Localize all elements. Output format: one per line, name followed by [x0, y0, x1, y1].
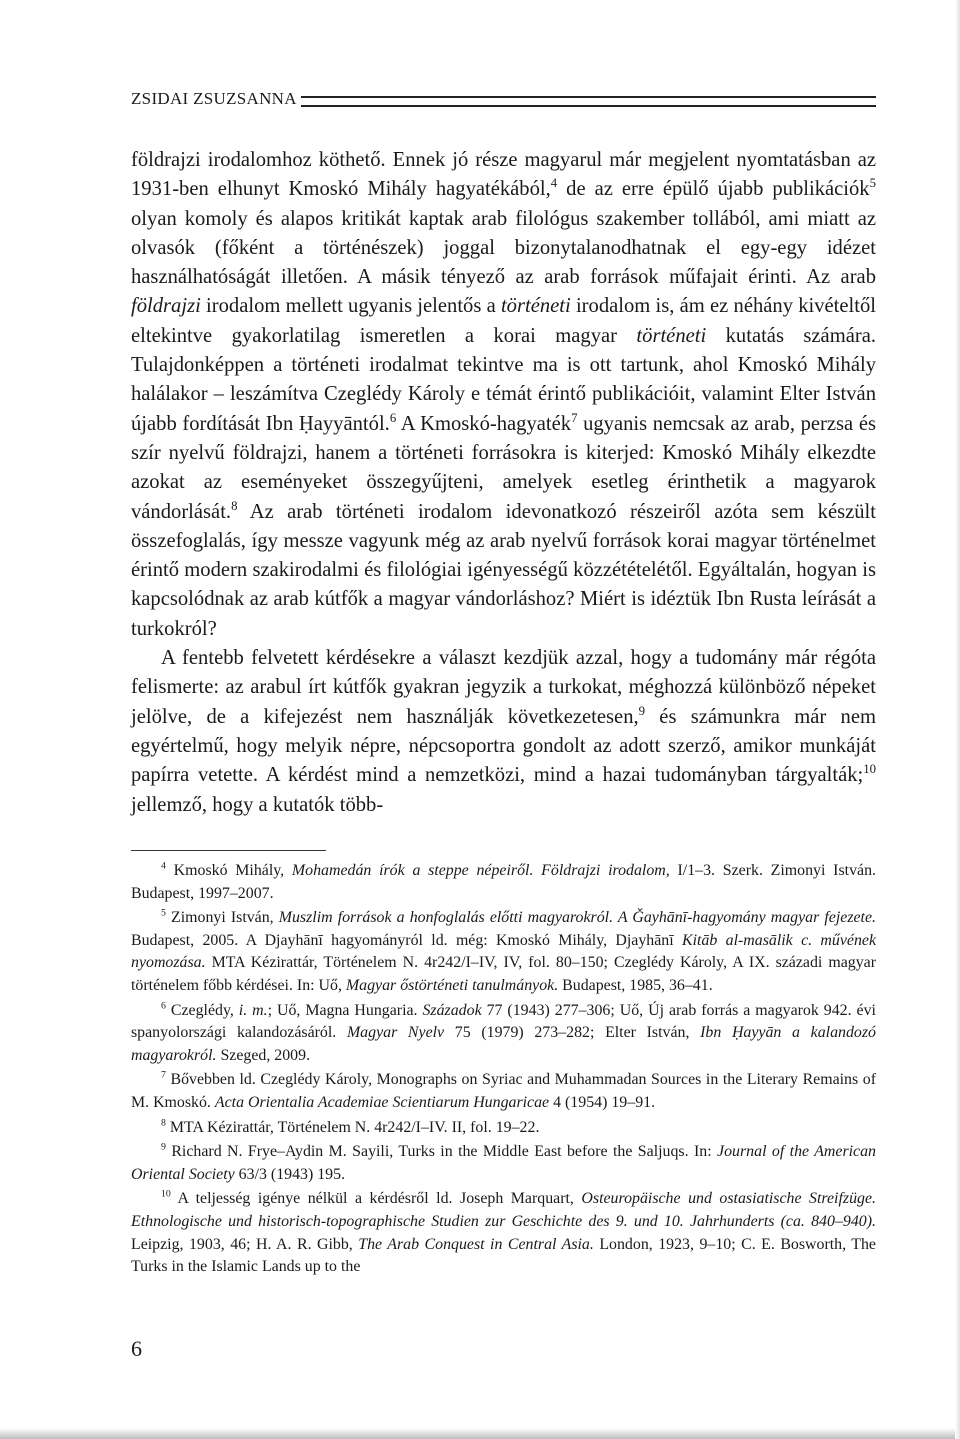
- note-ref: 5: [869, 176, 876, 191]
- text-run: Zimonyi István,: [165, 909, 279, 927]
- italic-text: Acta Orientalia Academiae Scientiarum Hungaricae: [214, 1093, 550, 1111]
- italic-text: Mohamedán írók a steppe népeiről. Földrajzi irodalom,: [291, 862, 670, 879]
- text-run: Az arab történeti irodalom idevonatkozó részeiről azóta sem készült összefoglalás, így messze vagyunk még az arab nyelvű források korai magyar történelmet érintő modern szakirodalmi és filológiai igényességű közzétételétől. Egyáltalán, hogyan is kapcsolódnak az arab kútfők a magyar vándorláshoz? Miért is idéztük Ibn Rusta leírását a turkokról?: [131, 500, 876, 640]
- footnote-10: [131, 1188, 876, 1278]
- note-ref: 10: [161, 1189, 171, 1201]
- header-double-rule: [301, 96, 876, 107]
- note-ref: 7: [571, 410, 578, 425]
- note-ref: 10: [863, 762, 876, 777]
- italic-text: Journal of the American Oriental Society: [131, 1143, 876, 1183]
- footnote-5: [131, 907, 876, 997]
- text-run: I/1–3. Szerk. Zimonyi István. Budapest, 1997–2007.: [131, 862, 876, 902]
- italic-text: Magyar őstörténeti tanulmányok.: [345, 976, 559, 994]
- text-run: ugyanis nemcsak az arab, perzsa és szír nyelvű földrajzi, hanem a történeti forrásokra is kiterjed: Kmoskó Mihály elkezdte azokat az eseményeket összegyűjteni, amelyek esetleg érinthetik a magyarok vándorlását.: [131, 412, 876, 523]
- scan-right-edge: [955, 0, 960, 1439]
- text-run: A Kmoskó-hagyaték: [396, 412, 572, 435]
- running-header: [131, 84, 876, 114]
- footnotes: [131, 860, 876, 1281]
- text-run: kutatás számára. Tulajdonképpen a történeti irodalmat tekintve ma is ott tartunk, ahol Kmoskó Mihály halálakor – leszámítva Czeglédy Károly e témát érintő publikációit, valamint Elter István újabb fordítását Ibn Ḥayyāntól.: [131, 324, 876, 435]
- italic-text: Muszlim források a honfoglalás előtti magyarokról. A Ǧayhānī-hagyomány magyar fejezete.: [278, 909, 876, 927]
- note-ref: 6: [389, 410, 397, 425]
- italic-text: Ibn Ḥayyān a kalandozó magyarokról.: [131, 1024, 876, 1064]
- note-ref: 9: [161, 1141, 166, 1153]
- text-run: jellemző, hogy a kutatók több-: [131, 793, 384, 816]
- text-run: és számunkra már nem egyértelmű, hogy melyik népre, népcsoportra gondolt az adott szerző, amikor munkáját papírra vetette. A kérdést mind a nemzetközi, mind a hazai tudományban tárgyalták;: [131, 705, 876, 787]
- italic-text: Századok: [422, 1001, 482, 1019]
- text-run: irodalom mellett ugyanis jelentős a: [200, 295, 501, 318]
- note-ref: 8: [161, 1117, 166, 1129]
- text-run: olyan komoly és alapos kritikát kaptak arab filológus szakember tollából, ami miatt az olvasók (főként a történészek) joggal bizonytalanodhatnak el egy-egy idézet használhatóságát illetően. A másik tényező az arab források műfajait érinti. Az arab: [131, 207, 876, 289]
- text-run: ; Uő, Magna Hungaria.: [267, 1001, 423, 1019]
- text-run: Leipzig, 1903, 46; H. A. R. Gibb,: [131, 1235, 359, 1253]
- main-text: [131, 146, 876, 820]
- text-run: A teljesség igénye nélkül a kérdésről ld. Joseph Marquart,: [170, 1190, 582, 1208]
- note-ref: 5: [161, 907, 166, 919]
- note-ref: 6: [161, 1000, 166, 1012]
- text-run: MTA Kézirattár, Történelem N. 4r242/I–IV, IV, fol. 80–150; Czeglédy Károly, A IX. századi magyar történelem főbb kérdései. In: Uő,: [131, 954, 876, 994]
- italic-text: történeti: [500, 295, 571, 318]
- italic-text: Kitāb al-masālik c. művének nyomozása.: [131, 931, 877, 972]
- text-run: MTA Kézirattár, Történelem N. 4r242/I–IV. II, fol. 19–22.: [165, 1118, 540, 1136]
- text-run: földrajzi irodalomhoz köthető. Ennek jó része magyarul már megjelent nyomtatásban az 1931-ben elhunyt Kmoskó Mihály hagyatékából,: [131, 149, 876, 201]
- text-run: Bővebben ld. Czeglédy Károly, Monographs on Syriac and Muhammadan Sources in the Literary Remains of M. Kmoskó.: [131, 1071, 876, 1111]
- footnote-4: [131, 860, 876, 905]
- text-run: A fentebb felvetett kérdésekre a választ kezdjük azzal, hogy a tudomány már régóta felismerte: az arabul írt kútfők gyakran jegyzik a turkokat, méghozzá különböző népeket jelölve, de a kifejezést nem használják következetesen,: [131, 647, 876, 728]
- note-ref: 8: [231, 498, 238, 513]
- italic-text: földrajzi: [131, 295, 201, 318]
- italic-text: Osteuropäische und ostasiatische Streifzüge. Ethnologische und historisch-topographische Studien zur Geschichte des 9. und 10. Jahrhunderts (ca. 840–940).: [131, 1190, 876, 1230]
- text-run: 4 (1954) 19–91.: [549, 1093, 656, 1111]
- paragraph: [131, 146, 876, 644]
- text-run: de az erre épülő újabb publikációk: [557, 178, 870, 201]
- italic-text: történeti: [636, 324, 707, 347]
- text-run: 77 (1943) 277–306; Uő, Új arab forrás a magyarok 942. évi spanyolországi kalandozásáról.: [131, 1001, 876, 1042]
- text-run: Kmoskó Mihály,: [165, 862, 292, 879]
- note-ref: 9: [638, 703, 646, 718]
- footnote-9: [131, 1141, 876, 1186]
- text-run: London, 1923, 9–10; C. E. Bosworth, The Turks in the Islamic Lands up to the: [131, 1235, 876, 1276]
- footnote-8: [131, 1117, 876, 1140]
- note-ref: 4: [161, 860, 166, 872]
- scan-bottom-edge: [0, 1428, 960, 1439]
- text-run: Czeglédy,: [165, 1001, 239, 1019]
- italic-text: The Arab Conquest in Central Asia.: [358, 1235, 594, 1253]
- page-number: 6: [131, 1336, 142, 1361]
- text-run: irodalom is, ám ez néhány kivételtől eltekintve gyakorlatilag ismeretlen a korai magyar: [131, 295, 876, 347]
- paragraph: [131, 644, 876, 820]
- text-run: Budapest, 1985, 36–41.: [558, 976, 713, 994]
- text-run: 75 (1979) 273–282; Elter István,: [444, 1024, 701, 1042]
- running-head-author: ZSIDAI ZSUZSANNA: [131, 89, 297, 108]
- footnote-7: [131, 1069, 876, 1114]
- footnote-separator: [131, 850, 326, 851]
- note-ref: 4: [550, 176, 558, 191]
- footnote-6: [131, 1000, 876, 1068]
- italic-text: i. m.: [238, 1001, 268, 1019]
- text-run: Szeged, 2009.: [216, 1046, 311, 1064]
- note-ref: 7: [161, 1070, 166, 1082]
- text-run: Richard N. Frye–Aydin M. Sayili, Turks in the Middle East before the Saljuqs. In:: [165, 1143, 718, 1161]
- text-run: Budapest, 2005. A Djayhānī hagyományról ld. még: Kmoskó Mihály, Djayhānī: [131, 931, 682, 949]
- text-run: 63/3 (1943) 195.: [234, 1165, 346, 1183]
- italic-text: Magyar Nyelv: [346, 1024, 445, 1042]
